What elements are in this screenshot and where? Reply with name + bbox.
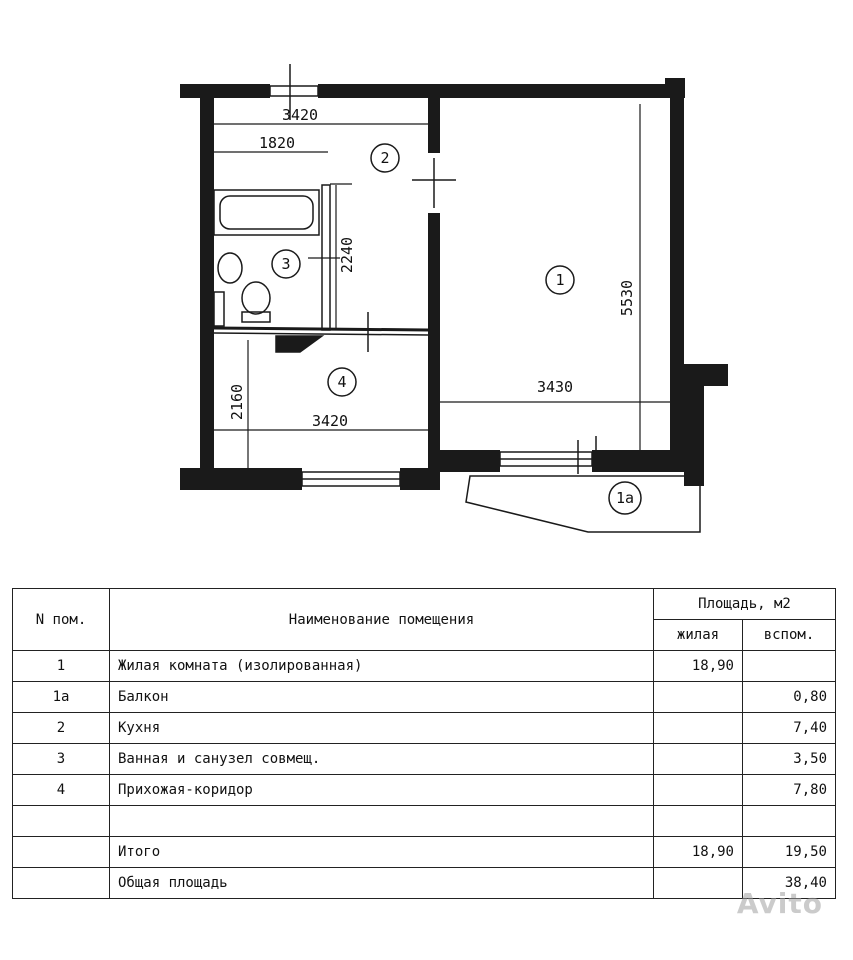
row-number: 2: [13, 713, 110, 744]
table-row: [13, 713, 836, 744]
dim-hall-width: 3420: [311, 412, 349, 430]
row-name: Жилая комната (изолированная): [110, 651, 654, 682]
room-marker-2: 2: [380, 149, 390, 167]
row-aux: 0,80: [743, 682, 836, 713]
dimension-lines: [214, 104, 670, 468]
balcony: [466, 476, 700, 532]
header-name: Наименование помещения: [110, 589, 654, 651]
area-explication-table: [12, 588, 836, 899]
sink-icon: [218, 253, 242, 283]
row-living: [654, 744, 743, 775]
header-area: Площадь, м2: [654, 589, 836, 620]
overall-row: [13, 868, 836, 899]
row-aux: 3,50: [743, 744, 836, 775]
room-marker-3: 3: [281, 255, 291, 273]
dim-hall-height: 2160: [228, 383, 246, 421]
table-row: [13, 775, 836, 806]
dim-room-width: 3430: [536, 378, 574, 396]
room-marker-1: 1: [555, 271, 565, 289]
header-aux: вспом.: [743, 620, 836, 651]
overall-label: Общая площадь: [110, 868, 654, 899]
door-swing-icon: [276, 336, 322, 352]
row-number: 4: [13, 775, 110, 806]
total-aux: 19,50: [743, 837, 836, 868]
table-row: [13, 682, 836, 713]
overall-aux: 38,40: [743, 868, 836, 899]
row-living: 18,90: [654, 651, 743, 682]
row-living: [654, 775, 743, 806]
row-aux: 7,40: [743, 713, 836, 744]
row-name: Ванная и санузел совмещ.: [110, 744, 654, 775]
row-name: Балкон: [110, 682, 654, 713]
empty-row: [13, 806, 836, 837]
room-marker-1a: 1a: [615, 489, 635, 507]
total-living: 18,90: [654, 837, 743, 868]
row-living: [654, 682, 743, 713]
row-name: Прихожая-коридор: [110, 775, 654, 806]
row-name: Кухня: [110, 713, 654, 744]
row-aux: 7,80: [743, 775, 836, 806]
header-living: жилая: [654, 620, 743, 651]
row-number: 1a: [13, 682, 110, 713]
row-number: 3: [13, 744, 110, 775]
header-number: N пом.: [13, 589, 110, 651]
dim-bath-height: 2240: [338, 236, 356, 274]
watermark-logo: Avito: [736, 887, 823, 920]
dim-kitchen-width: 3420: [281, 106, 319, 124]
toilet-icon: [242, 282, 270, 314]
total-label: Итого: [110, 837, 654, 868]
dim-bath-width: 1820: [258, 134, 296, 152]
row-number: 1: [13, 651, 110, 682]
dim-room-height: 5530: [618, 279, 636, 317]
room-marker-4: 4: [337, 373, 347, 391]
row-aux: [743, 651, 836, 682]
row-living: [654, 713, 743, 744]
total-row: [13, 837, 836, 868]
table-row: [13, 744, 836, 775]
table-row: [13, 651, 836, 682]
